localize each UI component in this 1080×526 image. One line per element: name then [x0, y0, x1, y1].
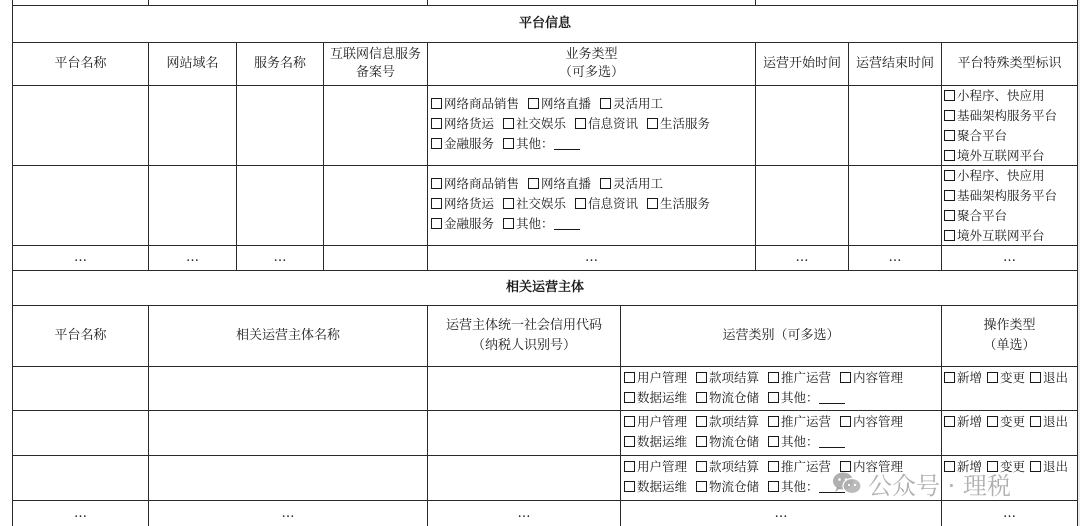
checkbox-business[interactable]: 金融服务 — [431, 214, 494, 234]
checkbox-category[interactable]: 内容管理 — [840, 412, 903, 432]
checkbox-category[interactable]: 数据运维 — [624, 388, 687, 408]
ellipsis-cell: … — [273, 250, 287, 265]
rule — [12, 455, 1078, 456]
rule — [148, 0, 149, 5]
header-op-end: 运营结束时间 — [855, 56, 934, 71]
checkbox-business[interactable]: 信息资讯 — [575, 194, 638, 214]
ellipsis-cell: … — [1003, 250, 1016, 265]
checkbox-category[interactable]: 内容管理 — [840, 457, 903, 477]
checkbox-special[interactable]: 基础架构服务平台 — [944, 106, 1057, 126]
radio-action[interactable]: 新增 — [944, 412, 982, 432]
business-options-row-1 — [431, 94, 753, 154]
header-platform-name: 平台名称 — [54, 56, 107, 71]
rule — [12, 165, 1078, 166]
ellipsis-cell: … — [585, 250, 598, 265]
checkbox-business[interactable]: 生活服务 — [647, 114, 710, 134]
header-op-category: 运营类别（可多选） — [722, 328, 840, 343]
checkbox-business[interactable]: 网络直播 — [528, 94, 591, 114]
category-options-row-2 — [624, 412, 940, 452]
checkbox-category[interactable]: 款项结算 — [696, 412, 759, 432]
ellipsis-cell: … — [774, 505, 788, 521]
radio-action[interactable]: 退出 — [1030, 412, 1068, 432]
checkbox-category-other[interactable]: 其他： — [768, 477, 845, 497]
header-credit-code — [428, 306, 620, 366]
header-icp-record — [324, 43, 427, 85]
header-entity-name: 相关运营主体名称 — [235, 328, 340, 343]
header-action-line1: 操作类型 — [983, 318, 1036, 333]
rule — [12, 85, 1078, 86]
header-service-name: 服务名称 — [253, 56, 306, 71]
action-options-row-2 — [944, 412, 1075, 432]
checkbox-category[interactable]: 用户管理 — [624, 368, 687, 388]
blank-line[interactable] — [554, 137, 580, 150]
checkbox-category[interactable]: 推广运营 — [768, 368, 831, 388]
ellipsis-cell: … — [186, 250, 199, 265]
rule — [1077, 0, 1078, 526]
wechat-icon — [832, 471, 862, 497]
ellipsis-cell: … — [281, 505, 295, 521]
special-type-options-row-2 — [944, 166, 1077, 246]
checkbox-special[interactable]: 境外互联网平台 — [944, 146, 1045, 166]
checkbox-special[interactable]: 小程序、快应用 — [944, 86, 1045, 106]
rule — [755, 0, 756, 5]
business-options-row-2 — [431, 174, 753, 234]
radio-action[interactable]: 变更 — [987, 457, 1025, 477]
checkbox-business[interactable]: 社交娱乐 — [503, 194, 566, 214]
checkbox-category[interactable]: 物流仓储 — [696, 477, 759, 497]
header-entity-platform-name: 平台名称 — [54, 328, 107, 343]
action-options-row-1 — [944, 368, 1075, 388]
header-icp-line2: 备案号 — [355, 65, 395, 80]
checkbox-business[interactable]: 灵活用工 — [600, 174, 663, 194]
section-title-platform-info: 平台信息 — [518, 16, 571, 31]
category-options-row-1 — [624, 368, 940, 408]
checkbox-business[interactable]: 灵活用工 — [600, 94, 663, 114]
checkbox-category[interactable]: 物流仓储 — [696, 432, 759, 452]
checkbox-business[interactable]: 网络货运 — [431, 194, 494, 214]
checkbox-special[interactable]: 聚合平台 — [944, 206, 1007, 226]
header-business-type-line2: （可多选） — [558, 65, 624, 80]
blank-line[interactable] — [554, 217, 580, 230]
checkbox-business[interactable]: 社交娱乐 — [503, 114, 566, 134]
special-type-options-row-1 — [944, 86, 1077, 166]
radio-action[interactable]: 变更 — [987, 412, 1025, 432]
rule — [12, 410, 1078, 411]
checkbox-category[interactable]: 款项结算 — [696, 457, 759, 477]
radio-action[interactable]: 退出 — [1030, 457, 1068, 477]
checkbox-category-other[interactable]: 其他： — [768, 388, 845, 408]
checkbox-special[interactable]: 境外互联网平台 — [944, 226, 1045, 246]
ellipsis-cell: … — [1003, 505, 1016, 521]
ellipsis-cell: … — [517, 505, 531, 521]
watermark — [832, 466, 1011, 501]
checkbox-special[interactable]: 小程序、快应用 — [944, 166, 1045, 186]
header-business-type-line1: 业务类型 — [565, 47, 618, 62]
header-action-line2: （单选） — [983, 338, 1036, 353]
header-icp-line1: 互联网信息服务 — [329, 47, 421, 62]
header-business-type — [428, 43, 755, 85]
watermark-text: 公众号 · 理税 — [868, 472, 1011, 500]
checkbox-special[interactable]: 基础架构服务平台 — [944, 186, 1057, 206]
checkbox-business[interactable]: 网络商品销售 — [431, 94, 519, 114]
header-action-type — [942, 306, 1077, 366]
checkbox-category-other[interactable]: 其他： — [768, 432, 845, 452]
checkbox-business[interactable]: 生活服务 — [647, 194, 710, 214]
checkbox-business[interactable]: 金融服务 — [431, 134, 494, 154]
radio-action[interactable]: 退出 — [1030, 368, 1068, 388]
checkbox-category[interactable]: 推广运营 — [768, 457, 831, 477]
checkbox-business[interactable]: 网络货运 — [431, 114, 494, 134]
checkbox-category[interactable]: 推广运营 — [768, 412, 831, 432]
checkbox-category[interactable]: 用户管理 — [624, 412, 687, 432]
checkbox-category[interactable]: 数据运维 — [624, 477, 687, 497]
ellipsis-cell: … — [74, 505, 87, 521]
header-credit-code-line1: 运营主体统一社会信用代码 — [445, 318, 602, 333]
checkbox-category[interactable]: 款项结算 — [696, 368, 759, 388]
ellipsis-cell: … — [74, 250, 87, 265]
checkbox-business[interactable]: 网络商品销售 — [431, 174, 519, 194]
header-special-type: 平台特殊类型标识 — [957, 56, 1062, 71]
blank-line[interactable] — [819, 391, 845, 404]
rule — [427, 0, 428, 5]
ellipsis-cell: … — [888, 250, 902, 265]
checkbox-special[interactable]: 聚合平台 — [944, 126, 1007, 146]
rule — [12, 366, 1078, 367]
radio-action[interactable]: 变更 — [987, 368, 1025, 388]
checkbox-category[interactable]: 物流仓储 — [696, 388, 759, 408]
header-domain: 网站域名 — [166, 56, 219, 71]
checkbox-category[interactable]: 内容管理 — [840, 368, 903, 388]
checkbox-business-other[interactable]: 其他： — [503, 134, 580, 154]
checkbox-category[interactable]: 数据运维 — [624, 432, 687, 452]
blank-line[interactable] — [819, 435, 845, 448]
ellipsis-cell: … — [795, 250, 809, 265]
checkbox-business-other[interactable]: 其他： — [503, 214, 580, 234]
radio-action[interactable]: 新增 — [944, 368, 982, 388]
section-title-related-entities: 相关运营主体 — [505, 280, 584, 295]
checkbox-category[interactable]: 用户管理 — [624, 457, 687, 477]
radio-action[interactable]: 新增 — [944, 457, 982, 477]
header-credit-code-line2: （纳税人识别号） — [471, 338, 576, 353]
header-op-start: 运营开始时间 — [762, 56, 841, 71]
checkbox-business[interactable]: 网络直播 — [528, 174, 591, 194]
checkbox-business[interactable]: 信息资讯 — [575, 114, 638, 134]
